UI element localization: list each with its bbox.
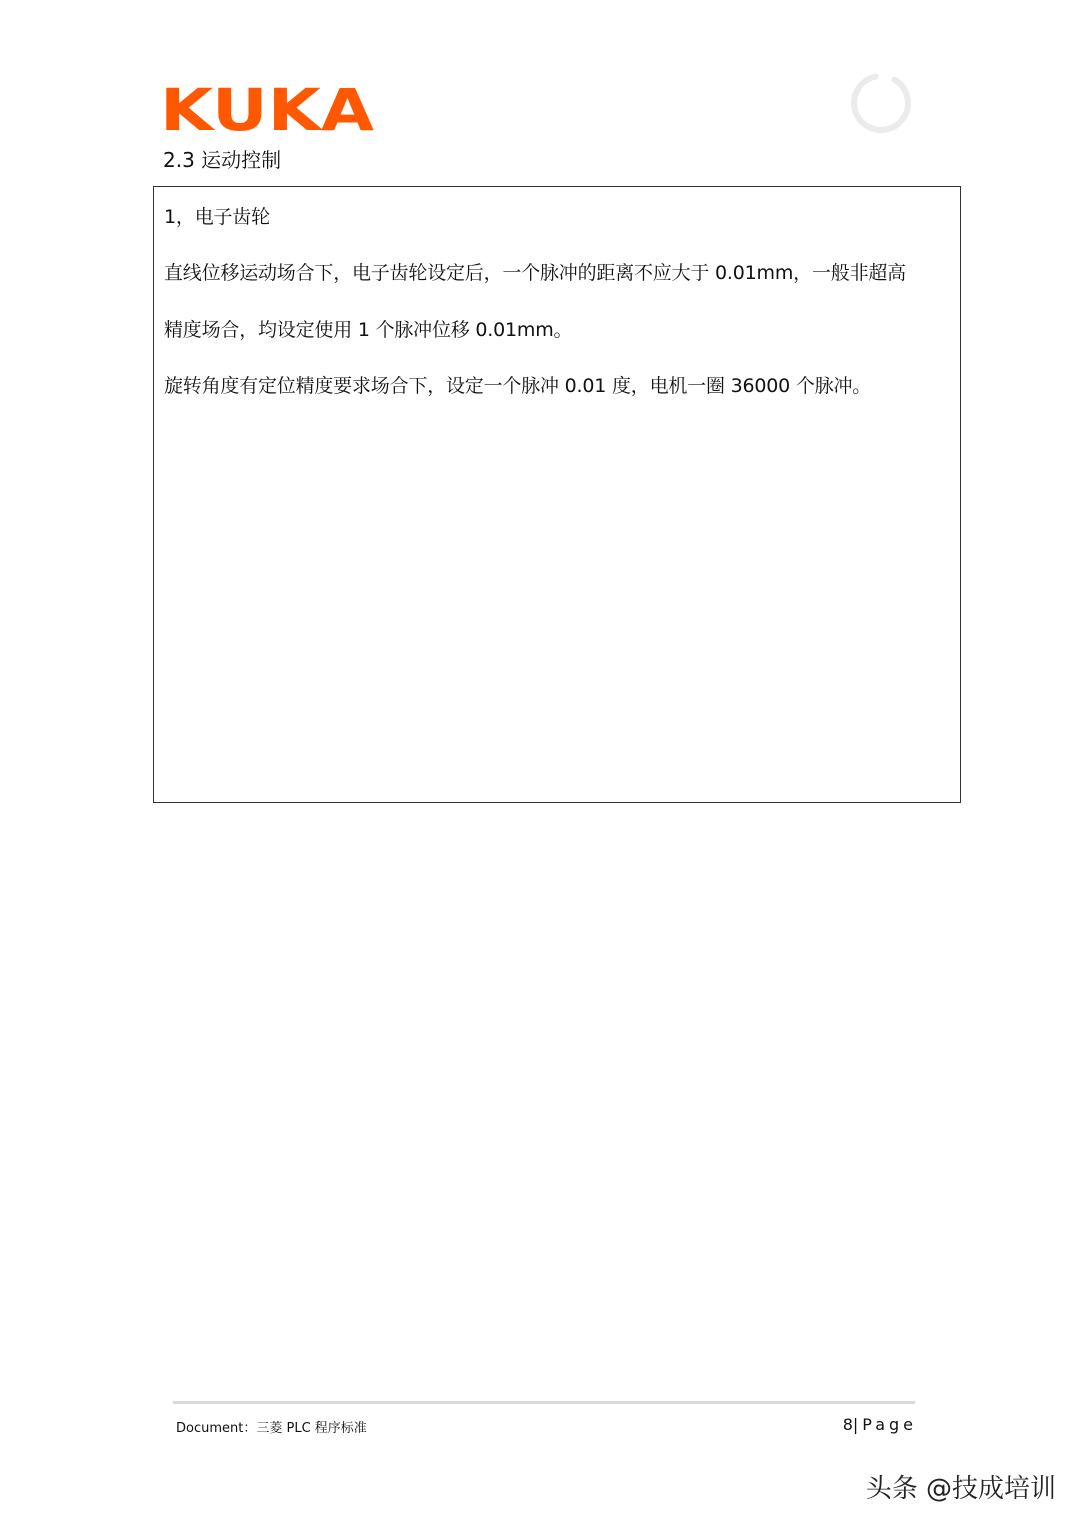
subsection-heading: 1，电子齿轮: [164, 206, 270, 228]
kuka-logo: [160, 80, 380, 138]
page-number: 8|: [842, 1415, 859, 1434]
footer-page-number: [843, 1413, 917, 1437]
page-word: Page: [862, 1415, 917, 1434]
watermark-text: 头条 @技成培训: [865, 1474, 1056, 1504]
content-box: [153, 186, 961, 803]
paragraph-line: 精度场合，均设定使用 1 个脉冲位移 0.01mm。: [164, 319, 573, 341]
spinner-icon: [848, 70, 914, 136]
paragraph-line: 旋转角度有定位精度要求场合下，设定一个脉冲 0.01 度，电机一圈 36000 个脉冲。: [164, 375, 872, 397]
footer-divider: [173, 1401, 915, 1404]
logo-text: KUKA: [160, 80, 375, 138]
paragraph-line: 直线位移运动场合下，电子齿轮设定后，一个脉冲的距离不应大于 0.01mm，一般非超高: [164, 262, 906, 284]
footer-document-label: Document：三菱 PLC 程序标准: [176, 1421, 367, 1436]
section-title: 2.3 运动控制: [163, 148, 282, 172]
